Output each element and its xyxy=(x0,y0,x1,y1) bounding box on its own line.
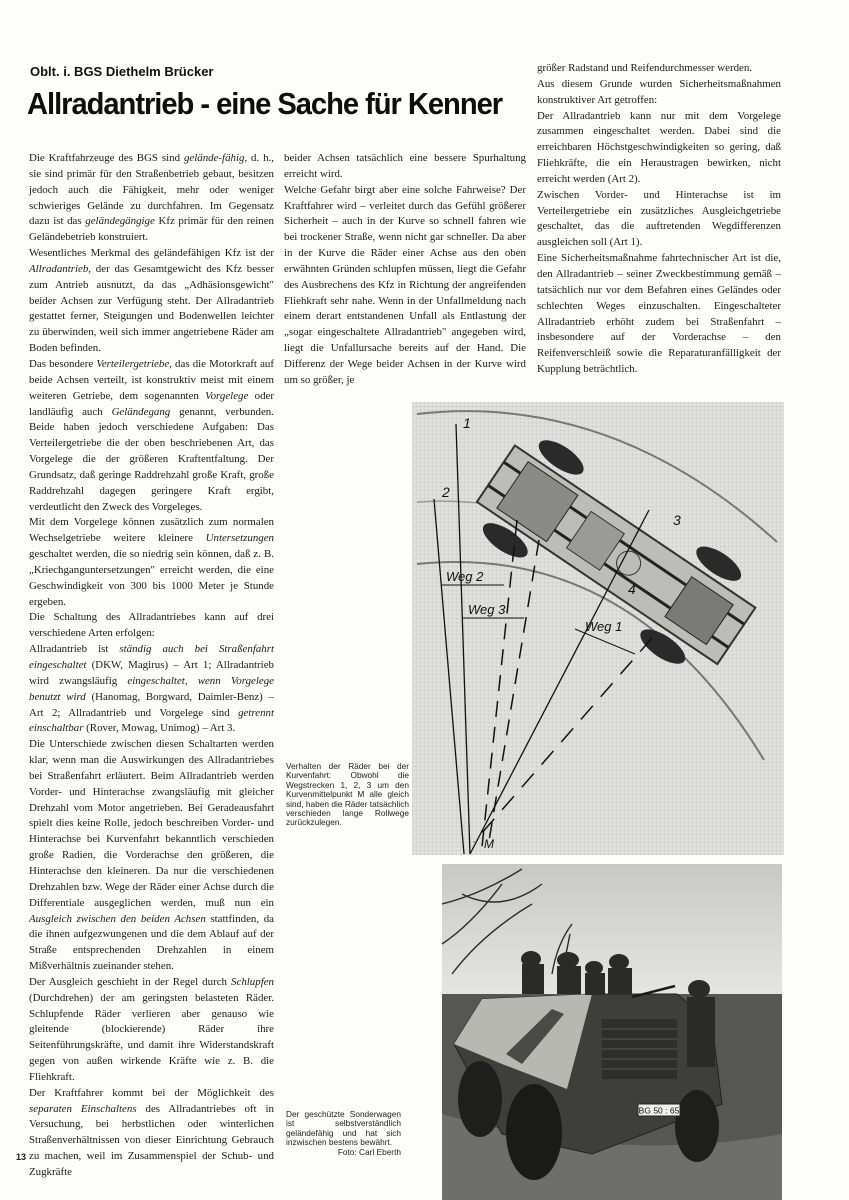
text-run: Welche Gefahr birgt aber eine solche Fahrweise? Der Kraftfahrer wird – verleitet durch das Gefühl größerer Sicherheit – auch in der Kurve so schnell fahren wie bei trockener Straße, wenn nicht gar schneller. Da aber in der Kurve die Räder einer Achse aus den oben erwähnten Gründen schlupfen müssen, liegt die Gefahr des Ausbrechens des Kfz in Richtung der angreifenden Fliehkraft sehr nahe. Wenn in der Unfallmeldung nach einem derart entstandenen Unfall als Entlastung der „sogar eingeschaltete Allradantrieb" angegeben wird, liegt die Unfallursache bereits auf der Hand. Die Differenz der Wege beider Achsen in der Kurve wird um so größer, je xyxy=(284,183,526,386)
text-run: geschaltet werden, die so niedrig sein können, daß z. B. „Kriechganguntersetzungen" erreicht werden, die eine Geschwindigkeit von 300 bis 1000 Meter je Stunde ergeben. xyxy=(29,548,274,608)
photo-caption xyxy=(286,1110,401,1157)
text-column-1 xyxy=(29,151,274,1181)
paragraph xyxy=(29,515,274,610)
paragraph xyxy=(29,610,274,642)
italic-text: Ausgleich zwischen den beiden Achsen xyxy=(29,912,206,925)
text-run: (Rover, Mowag, Unimog) – Art 3. xyxy=(83,722,236,735)
italic-text: Untersetzungen xyxy=(205,532,274,545)
italic-text: gelände-fähig xyxy=(183,152,245,164)
text-column-2 xyxy=(284,151,526,389)
italic-text: Verteilergetriebe xyxy=(96,357,170,370)
italic-text: Allradantrieb xyxy=(29,262,89,275)
label-m: M xyxy=(484,837,494,851)
label-4: 4 xyxy=(628,581,636,597)
text-run: Zwischen Vorder- und Hinterachse ist im Verteilergetriebe ein zusätzliches Ausgleichgetriebe geschaltet, das die auftretenden Wegdifferenzen ausgleichen soll (Art 1). xyxy=(537,188,781,249)
italic-text: Vorgelege xyxy=(205,389,249,402)
paragraph xyxy=(537,109,781,188)
italic-text: eingeschaltet, wenn Vorgelege benutzt wird xyxy=(29,674,274,703)
page-number: 13 xyxy=(16,1152,27,1162)
text-run: Eine Sicherheitsmaßnahme fahrtechnischer Art ist die, den Allradantrieb – seiner Zweckbestimmung gemäß – tatsächlich nur vor dem Befahren eines Geländes oder schlechten Weges einzuschalten. Eingeschalteter Allradantrieb erhöht zudem bei Straßenfahrt – insbesondere auf der Vorderachse – den Reifenverschleiß sowie die Reparaturanfälligkeit der Kupplung beträchtlich. xyxy=(537,252,781,376)
text-run: Die Unterschiede zwischen diesen Schaltarten werden klar, wenn man die Auswirkungen des Allradantriebes bei Straßenfahrt erläutert. Beim Allradantrieb werden Vorder- und Hinterachse zwangsläufig mit gleicher Drehzahl vom Motor angetrieben. Bei Geradeausfahrt spielt dies keine Rolle, jedoch beschreiben Vorder- und Hinterachse bei Kurvenfahrt bekanntlich verschieden große Radien, die Vorderachse den größeren, die Hinterachse den kleineren. Da nur die verschiedenen Drehzahlen bzw. Wege der Räder einer Achse durch die Differentiale ausgeglichen werden, muß nun ein xyxy=(29,738,274,909)
italic-text: getrennt einschaltbar xyxy=(29,706,274,735)
label-weg-2: Weg 2 xyxy=(446,569,484,584)
italic-text: separaten Einschaltens xyxy=(29,1102,137,1115)
paragraph xyxy=(29,246,274,357)
wheel-left-front xyxy=(458,1061,502,1137)
text-run: Der Kraftfahrer kommt bei der Möglichkeit des xyxy=(29,1086,274,1099)
paragraph xyxy=(537,188,781,251)
label-1: 1 xyxy=(463,415,471,431)
label-2: 2 xyxy=(442,484,450,500)
paragraph xyxy=(29,737,274,975)
text-run: , d. h., sie sind primär für den Straßenbetrieb gebaut, besitzen jedoch auch die Fähigkeit, mehr oder weniger schwieriges Gelände zu durchfahren. Im Gegensatz dazu ist das xyxy=(29,152,274,228)
paragraph xyxy=(29,357,274,515)
text-column-3 xyxy=(537,61,781,378)
text-run: stattfinden, da die ihnen aufgezwungenen und die dem Ablauf auf der Straße entsprechenden Drehzahlen in einem Mißverhältnis zueinander stehen. xyxy=(29,912,275,973)
text-run: Wesentliches Merkmal des geländefähigen Kfz ist der xyxy=(29,247,274,260)
text-run: (DKW, Magirus) – Art 1; Allradantrieb wird zwangsläufig xyxy=(29,659,274,687)
text-run: Die Schaltung des Allradantriebes kann auf drei verschiedene Arten erfolgen: xyxy=(29,611,274,640)
paragraph xyxy=(29,642,274,737)
text-run: Allradantrieb ist xyxy=(29,643,120,656)
paragraph xyxy=(29,1086,274,1181)
italic-text: Geländegang xyxy=(111,405,171,418)
text-run: (Hanomag, Borgward, Daimler-Benz) – Art 2; Allradantrieb und Vorgelege sind xyxy=(29,690,274,719)
text-run: , der das Gesamtgewicht des Kfz besser zum Antrieb ausnutzt, da das „Adhäsionsgewicht" beider Achsen zur Verfügung steht. Der Allradantrieb gestattet ferner, Steigungen und Bodenwellen leichter zu überwinden, weil sich immer angetriebene Räder am Boden befinden. xyxy=(29,262,274,355)
paragraph xyxy=(29,975,274,1086)
text-run: oder landläufig auch xyxy=(29,389,274,418)
photo-caption-text: Der geschützte Sonderwagen ist selbstverständlich geländefähig und hat sich inzwischen bestens bewährt. xyxy=(286,1109,401,1148)
italic-text: ständig auch bei Straßenfahrt eingeschaltet xyxy=(29,643,275,671)
license-plate-text: BG 50 : 65 xyxy=(638,1105,680,1116)
italic-text: Schlupfen xyxy=(231,975,274,988)
text-run: größer Radstand und Reifendurchmesser werden. xyxy=(537,62,753,74)
italic-text: geländegängige xyxy=(85,215,155,228)
photo-svg xyxy=(442,864,782,1200)
paragraph xyxy=(284,151,526,183)
paragraph xyxy=(29,151,274,246)
text-run: beider Achsen tatsächlich eine bessere Spurhaltung erreicht wird. xyxy=(284,152,526,180)
paragraph xyxy=(537,77,781,109)
label-3: 3 xyxy=(673,512,681,528)
paragraph xyxy=(537,251,781,378)
headline: Allradantrieb - eine Sache für Kenner xyxy=(27,86,503,121)
text-run: , das die Motorkraft auf beide Achsen verteilt, ist konstruktiv meist mit einem weiteren Getriebe, dem sogenannten xyxy=(29,357,274,402)
text-run: des Allradantriebes oft in Versuchung, bei herbstlichen oder winterlichen Straßenverhältnissen von dieser Einrichtung Gebrauch zu machen, weil im Zusammenspiel der Schub- und Zugkräfte xyxy=(29,1102,274,1178)
text-run: Mit dem Vorgelege können zusätzlich zum normalen Wechselgetriebe weitere kleinere xyxy=(29,516,274,545)
text-run: Das besondere xyxy=(29,357,97,370)
label-weg-1: Weg 1 xyxy=(585,619,623,634)
label-weg-3: Weg 3 xyxy=(468,602,506,617)
text-run: Aus diesem Grunde wurden Sicherheitsmaßnahmen konstruktiver Art getroffen: xyxy=(537,77,781,106)
paragraph xyxy=(284,183,526,389)
wheel-left-rear xyxy=(506,1084,562,1180)
text-run: Der Allradantrieb kann nur mit dem Vorgelege zusammen eingeschaltet werden. Dabei sind die erreichbaren Höchstgeschwindigkeiten so gering, daß Fliehkräfte, die ein Heraustragen bewirken, nicht erreicht werden (Art 2). xyxy=(537,109,781,185)
wheel-path-diagram xyxy=(412,402,784,855)
text-run: Der Ausgleich geschieht in der Regel durch xyxy=(29,975,232,988)
diagram-svg xyxy=(412,402,784,855)
paragraph xyxy=(537,61,781,77)
wheel-right xyxy=(675,1090,719,1162)
author-byline: Oblt. i. BGS Diethelm Brücker xyxy=(30,64,214,79)
photo-credit: Foto: Carl Eberth xyxy=(337,1146,401,1157)
text-run: Kfz primär für den reinen Geländebetrieb konstruiert. xyxy=(29,215,274,244)
diagram-caption: Verhalten der Räder bei der Kurvenfahrt: Obwohl die Wegstrecken 1, 2, 3 um den Kurvenmittelpunkt M alle gleich sind, haben die Räder tatsächlich verschieden lange Rollwege zurückzulegen. xyxy=(286,761,409,828)
text-run: Die Kraftfahrzeuge des BGS sind xyxy=(29,152,184,164)
text-run: (Durchdrehen) der am geringsten belasteten Räder. Schlupfende Räder verlieren aber genauso wie gleitende (blockierende) Räder ihre Seitenführungskräfte, und damit ihre Widerstandskraft gegen von außen wirkende Kräfte wie z. B. die Fliehkraft. xyxy=(29,991,274,1083)
armored-vehicle-photo xyxy=(442,864,782,1200)
text-run: genannt, verbunden. Beide haben jedoch verschiedene Aufgaben: Das Verteilergetriebe die der oben beschriebenen Art, das Vorgelege die der größeren Kraftentfaltung. Der Grundsatz, daß geringe Raddrehzahl große Kraft, große Raddrehzahl dagegen geringere Kraft ergibt, verdeutlicht den Zweck des Vorgeleges. xyxy=(29,405,274,513)
